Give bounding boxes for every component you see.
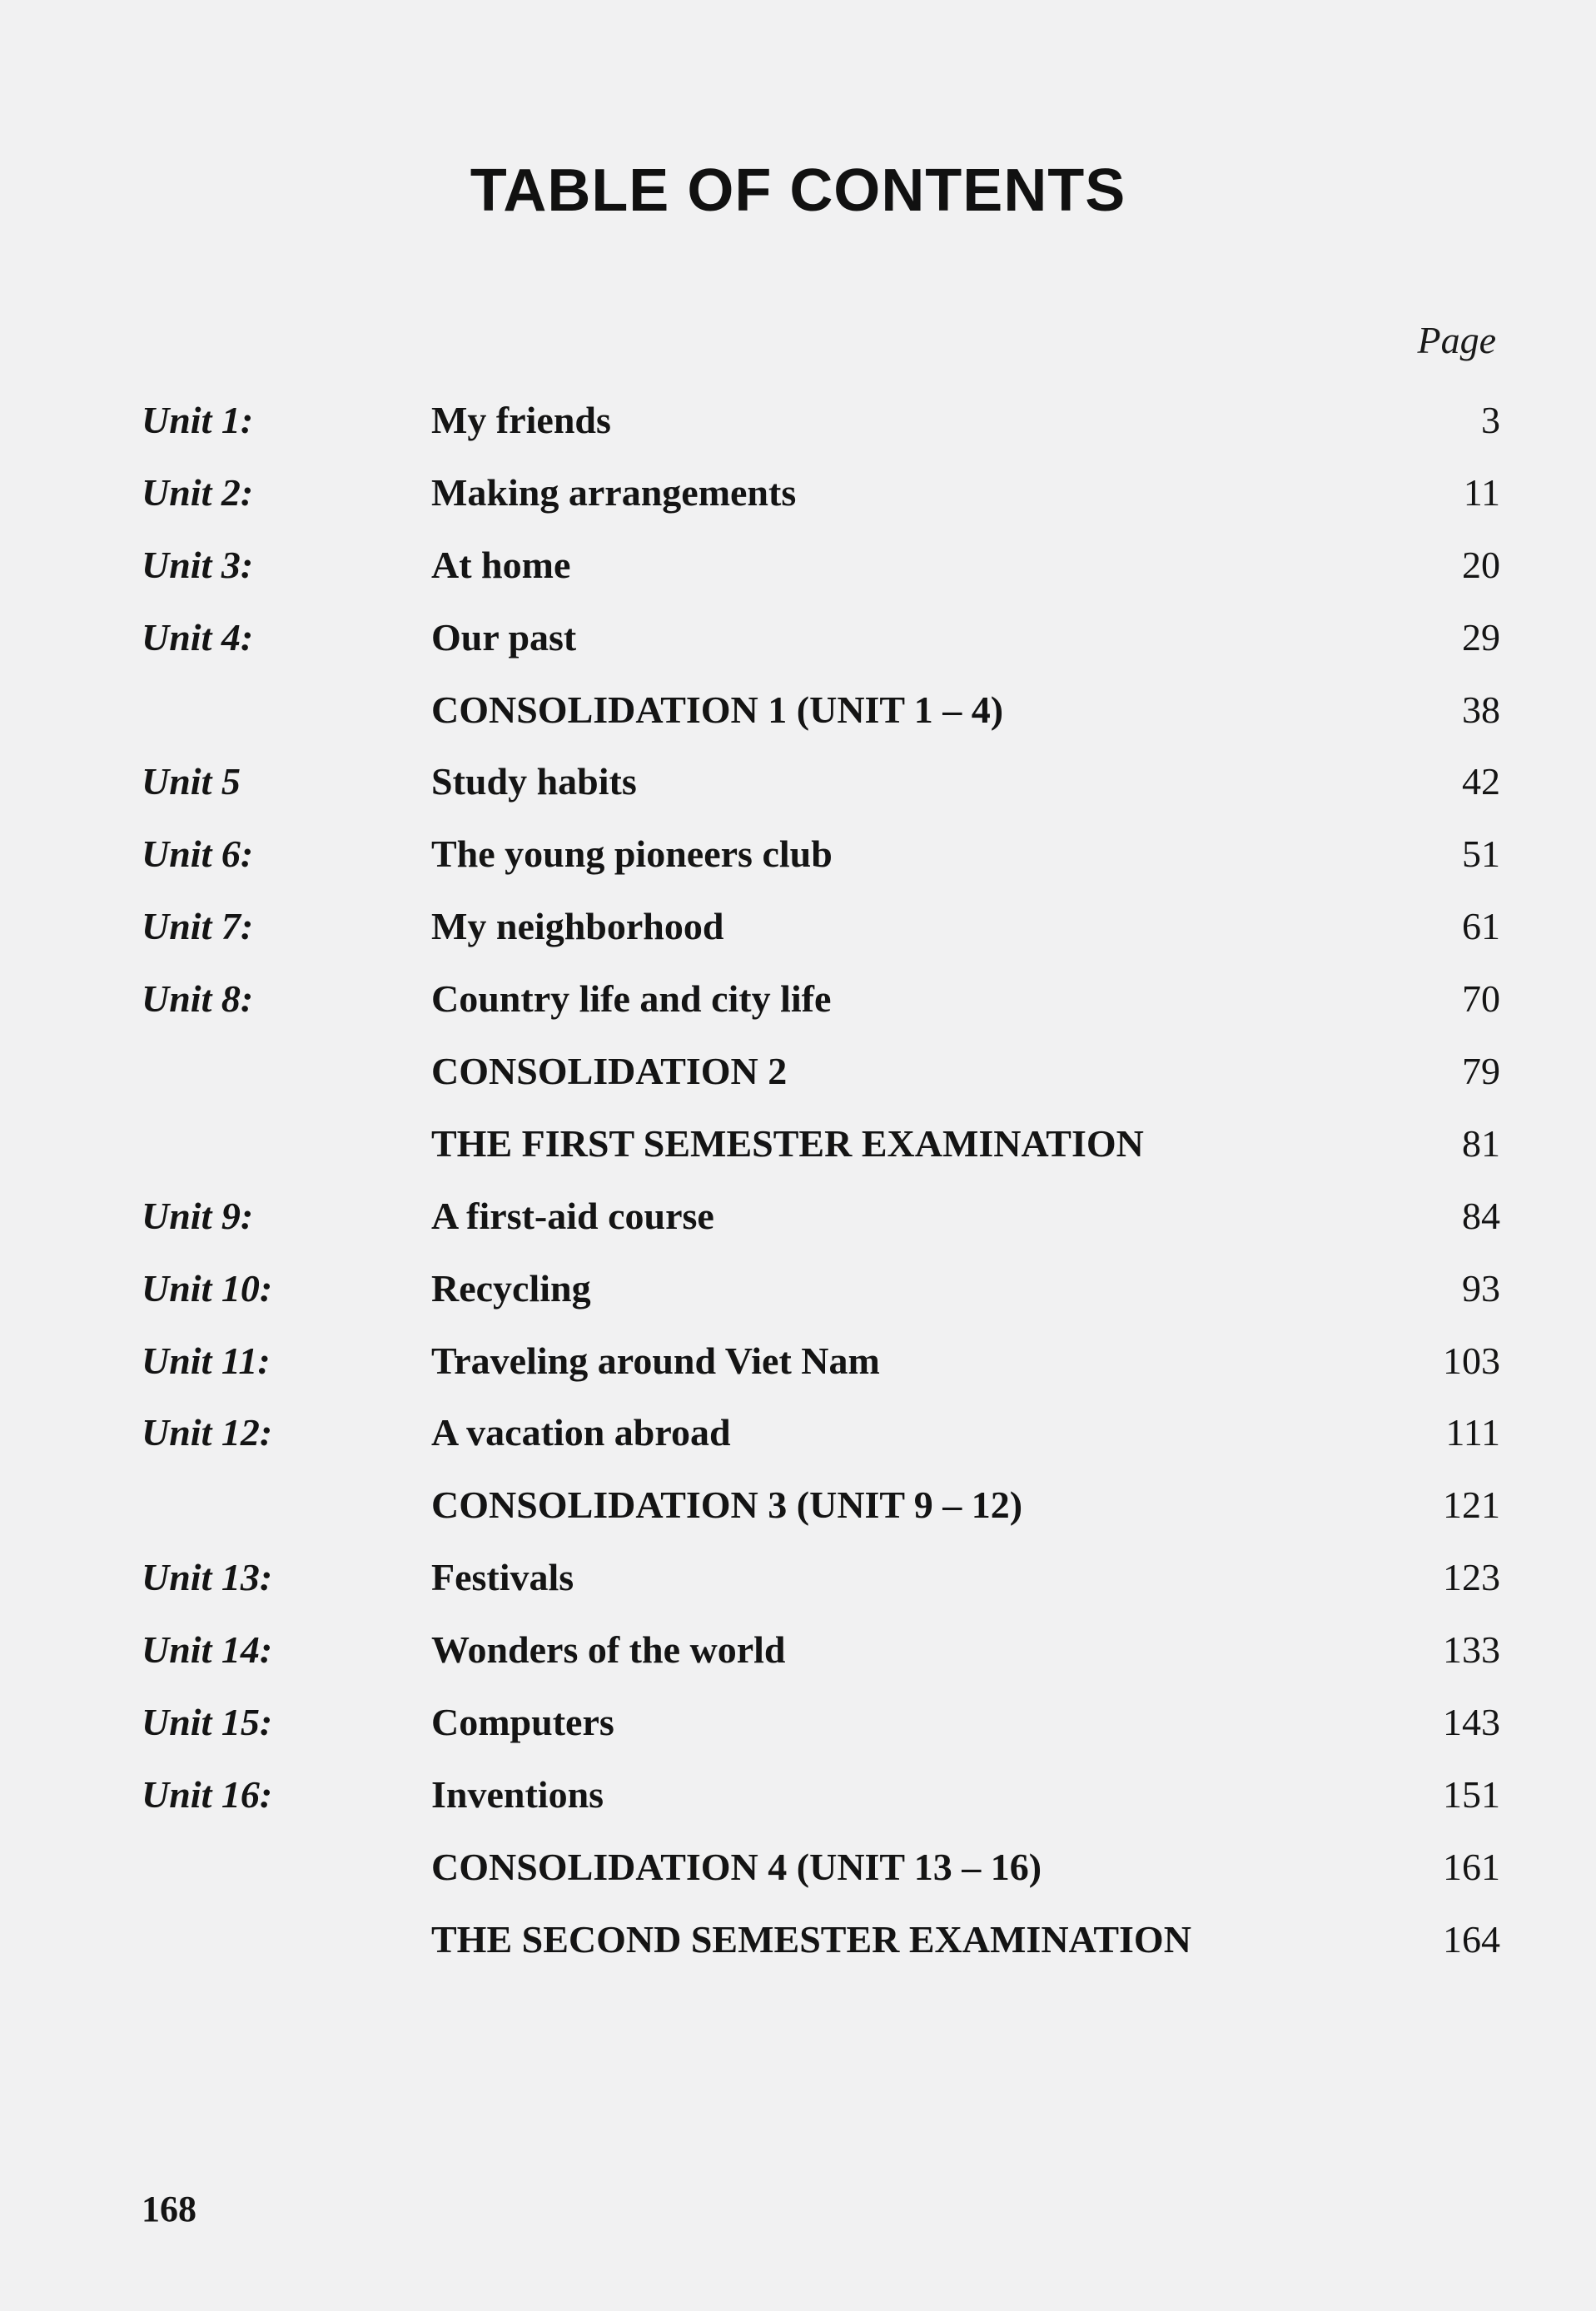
toc-entry: [142, 674, 1500, 747]
toc-entry-title: A vacation abroad: [431, 1411, 731, 1454]
toc-entry-title: THE SECOND SEMESTER EXAMINATION: [431, 1917, 1191, 1961]
toc-entry-title: Inventions: [431, 1772, 604, 1816]
toc-unit-label: Unit 13:: [142, 1556, 273, 1599]
toc-unit-label: Unit 12:: [142, 1411, 273, 1454]
toc-unit-label: Unit 5: [142, 760, 241, 803]
toc-page-number: 143: [1443, 1701, 1500, 1744]
toc-entry: [142, 746, 1500, 818]
toc-page-number: 51: [1462, 832, 1500, 876]
toc-entry-title: Traveling around Viet Nam: [431, 1339, 880, 1382]
toc-page-number: 61: [1462, 905, 1500, 948]
toc-entry-title: The young pioneers club: [431, 832, 833, 876]
toc-entry: [142, 1759, 1500, 1831]
toc-entry-title: My neighborhood: [431, 905, 724, 948]
toc-entry: [142, 1036, 1500, 1108]
toc-entry: [142, 1831, 1500, 1904]
toc-page-number: 20: [1462, 543, 1500, 586]
toc-entry: [142, 818, 1500, 891]
toc-entry: [142, 1904, 1500, 1976]
toc-entry-title: Our past: [431, 615, 577, 659]
toc-entry-title: CONSOLIDATION 4 (UNIT 13 – 16): [431, 1845, 1042, 1888]
toc-entry: [142, 1687, 1500, 1759]
toc-unit-label: Unit 1:: [142, 399, 254, 441]
toc-entry: [142, 1614, 1500, 1687]
toc-page-number: 11: [1463, 470, 1500, 514]
toc-page-number: 84: [1462, 1194, 1500, 1237]
toc-page-number: 111: [1445, 1411, 1500, 1454]
toc-entry-title: Festivals: [431, 1556, 574, 1599]
toc-unit-label: Unit 2:: [142, 470, 254, 514]
toc-entry-title: At home: [431, 543, 571, 586]
toc-unit-label: Unit 6:: [142, 832, 254, 876]
toc-entry: [142, 1180, 1500, 1253]
toc-page-number: 93: [1462, 1266, 1500, 1310]
toc-unit-label: Unit 7:: [142, 905, 254, 948]
table-of-contents: [142, 385, 1500, 1976]
toc-page-number: 42: [1462, 760, 1500, 803]
toc-unit-label: Unit 9:: [142, 1194, 254, 1237]
page-number: 168: [142, 2189, 196, 2229]
toc-entry-title: CONSOLIDATION 3 (UNIT 9 – 12): [431, 1484, 1023, 1527]
toc-entry-title: Computers: [431, 1701, 614, 1744]
toc-unit-label: Unit 11:: [142, 1339, 271, 1382]
toc-entry-title: Country life and city life: [431, 977, 832, 1021]
toc-entry-title: My friends: [431, 399, 611, 441]
toc-unit-label: Unit 14:: [142, 1628, 273, 1672]
toc-entry: [142, 457, 1500, 529]
toc-entry-title: A first-aid course: [431, 1194, 714, 1237]
toc-entry-title: Making arrangements: [431, 470, 797, 514]
toc-entry-title: CONSOLIDATION 1 (UNIT 1 – 4): [431, 688, 1004, 731]
toc-entry: [142, 1542, 1500, 1614]
toc-entry: [142, 1397, 1500, 1469]
toc-entry: [142, 1108, 1500, 1180]
toc-entry-title: THE FIRST SEMESTER EXAMINATION: [431, 1121, 1144, 1165]
page-column-header: Page: [1417, 319, 1496, 361]
toc-page-number: 70: [1462, 977, 1500, 1021]
toc-entry: [142, 385, 1500, 457]
toc-entry: [142, 1325, 1500, 1398]
toc-page-number: 123: [1443, 1556, 1500, 1599]
toc-page-number: 133: [1443, 1628, 1500, 1672]
toc-unit-label: Unit 10:: [142, 1266, 273, 1310]
toc-page-number: 103: [1443, 1339, 1500, 1382]
toc-page-number: 151: [1443, 1772, 1500, 1816]
toc-entry: [142, 602, 1500, 674]
toc-page-number: 38: [1462, 688, 1500, 731]
toc-entry: [142, 529, 1500, 602]
toc-entry: [142, 1469, 1500, 1542]
toc-page-number: 81: [1462, 1121, 1500, 1165]
toc-entry-title: Recycling: [431, 1266, 591, 1310]
toc-entry-title: Study habits: [431, 760, 637, 803]
toc-entry-title: CONSOLIDATION 2: [431, 1050, 788, 1093]
toc-unit-label: Unit 8:: [142, 977, 254, 1021]
toc-entry: [142, 891, 1500, 963]
toc-entry: [142, 963, 1500, 1036]
toc-page-number: 121: [1443, 1484, 1500, 1527]
toc-entry-title: Wonders of the world: [431, 1628, 786, 1672]
toc-page-number: 79: [1462, 1050, 1500, 1093]
toc-unit-label: Unit 16:: [142, 1772, 273, 1816]
toc-page-number: 161: [1443, 1845, 1500, 1888]
toc-page-number: 164: [1443, 1917, 1500, 1961]
page-title: TABLE OF CONTENTS: [470, 157, 1126, 224]
toc-unit-label: Unit 4:: [142, 615, 254, 659]
toc-unit-label: Unit 3:: [142, 543, 254, 586]
toc-entry: [142, 1253, 1500, 1325]
toc-unit-label: Unit 15:: [142, 1701, 273, 1744]
toc-page-number: 29: [1462, 615, 1500, 659]
toc-page-number: 3: [1481, 399, 1500, 441]
